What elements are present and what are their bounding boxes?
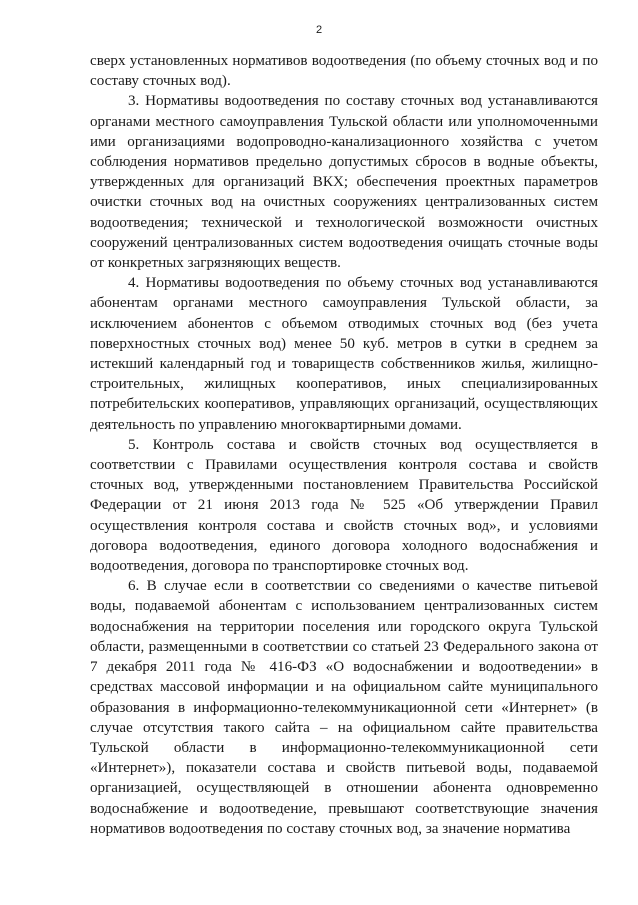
page-number: 2	[315, 24, 323, 36]
document-body	[90, 51, 598, 839]
paragraph-5-wastewater-control: 5. Контроль состава и свойств сточных вод осуществляется в соответствии с Правилами осуществления контроля состава и свойств сточных вод, утвержденными постановлением Правительства Российской Федерации от 21 июня 2013 года № 525 «Об утверждении Правил осуществления контроля состава и свойств сточных вод», и условиями договора водоотведения, единого договора холодного водоснабжения и водоотведения, договора по транспортировке сточных вод.	[90, 436, 598, 575]
paragraph-3-wastewater-composition-norms: 3. Нормативы водоотведения по составу сточных вод устанавливаются органами местного самоуправления Тульской области или уполномоченными ими организациями водопроводно-канализационного хозяйства с учетом соблюдения нормативов предельно допустимых сбросов в водные объекты, утвержденных для организаций ВКХ; обеспечения проектных параметров очистки сточных вод на очистных сооружениях централизованных систем водоотведения; технической и технологической возможности очистных сооружений централизованных систем водоотведения очищать сточные воды от конкретных загрязняющих веществ.	[90, 93, 598, 272]
paragraph-continuation: сверх установленных нормативов водоотведения (по объему сточных вод и по составу сточных вод).	[90, 53, 598, 90]
paragraph-4-wastewater-volume-norms: 4. Нормативы водоотведения по объему сточных вод устанавливаются абонентам органами местного самоуправления Тульской области, за исключением абонентов с объемом отводимых сточных вод (без учета поверхностных сточных вод) менее 50 куб. метров в сутки в среднем за истекший календарный год и товариществ собственников жилья, жилищно-строительных, жилищных кооперативов, иных специализированных потребительских кооперативов, управляющих организаций, осуществляющих деятельность по управлению многоквартирными домами.	[90, 275, 598, 433]
paragraph-6-drinking-water-quality: 6. В случае если в соответствии со сведениями о качестве питьевой воды, подаваемой абонентам с использованием централизованных систем водоснабжения на территории поселения или городского округа Тульской области, размещенными в соответствии со статьей 23 Федерального закона от 7 декабря 2011 года № 416-ФЗ «О водоснабжении и водоотведении» в средствах массовой информации и на официальном сайте муниципального образования в информационно-телекоммуникационной сети «Интернет» (в случае отсутствия такого сайта – на официальном сайте правительства Тульской области в информационно-телекоммуникационной сети «Интернет»), показатели состава и свойств питьевой воды, подаваемой организацией, осуществляющей в отношении абонента одновременно водоснабжение и водоотведение, превышают соответствующие значения нормативов водоотведения по составу сточных вод, за значение норматива	[90, 578, 598, 837]
